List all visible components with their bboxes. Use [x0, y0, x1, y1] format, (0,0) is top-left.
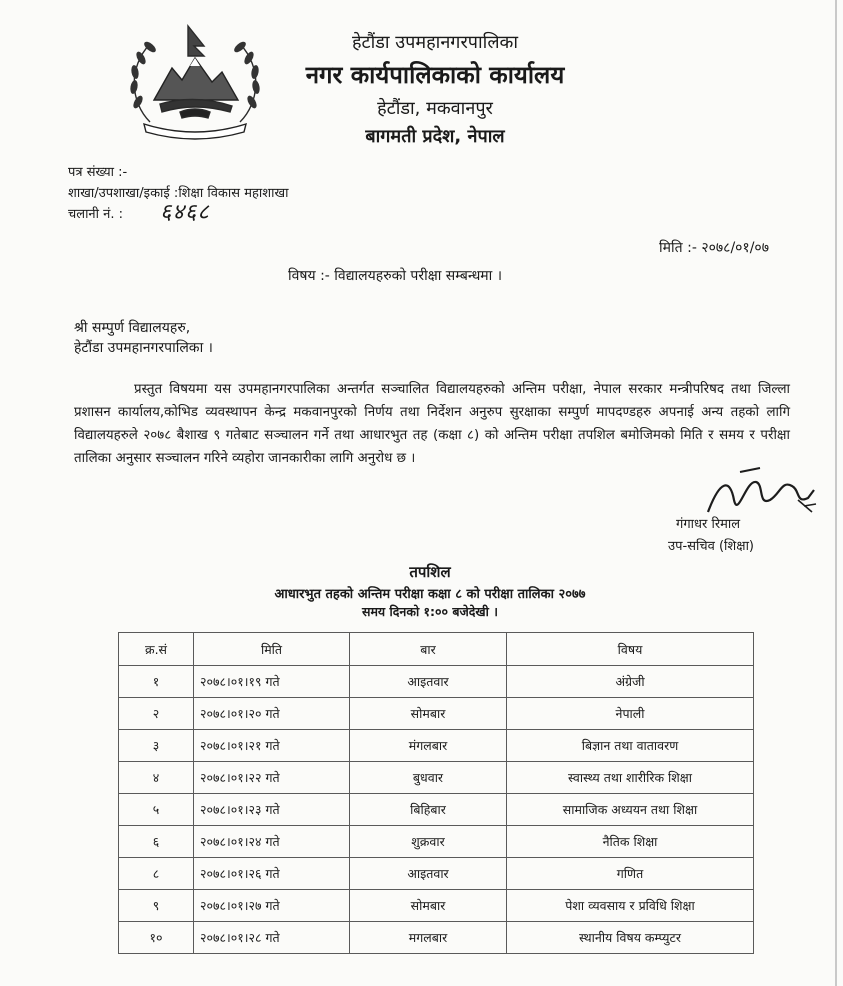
- row-sn: २: [119, 698, 194, 730]
- row-date: २०७८।०१।२० गते: [194, 698, 350, 730]
- row-date: २०७८।०१।२६ गते: [194, 858, 350, 890]
- row-sn: ९: [119, 890, 194, 922]
- table-row: [119, 794, 754, 826]
- row-day: सोमबार: [350, 698, 507, 730]
- row-date: २०७८।०१।२१ गते: [194, 730, 350, 762]
- letter-no-label: पत्र संख्या :-: [68, 165, 128, 180]
- office-name: नगर कार्यपालिकाको कार्यालय: [305, 61, 565, 89]
- row-sn: ५: [119, 794, 194, 826]
- row-sn: १०: [119, 922, 194, 954]
- schedule-title: आधारभुत तहको अन्तिम परीक्षा कक्षा ८ को परीक्षा तालिका २०७७: [274, 587, 586, 602]
- row-date: २०७८।०१।२४ गते: [194, 826, 350, 858]
- row-day: मगलबार: [350, 922, 507, 954]
- column-header-day: बार: [350, 633, 507, 666]
- row-subject: स्वास्थ्य तथा शारीरिक शिक्षा: [507, 762, 754, 794]
- table-row: [119, 762, 754, 794]
- addressee-line-2: हेटौंडा उपमहानगरपालिका ।: [74, 340, 213, 356]
- table-row: [119, 922, 754, 954]
- row-day: मंगलबार: [350, 730, 507, 762]
- column-header-sn: क्र.सं: [119, 633, 194, 666]
- row-date: २०७८।०१।२२ गते: [194, 762, 350, 794]
- row-subject: सामाजिक अध्ययन तथा शिक्षा: [507, 794, 754, 826]
- table-row: [119, 858, 754, 890]
- column-header-date: मिति: [194, 633, 350, 666]
- row-subject: नेपाली: [507, 698, 754, 730]
- exam-schedule-table: [118, 632, 754, 954]
- office-location: हेटौंडा, मकवानपुर: [377, 98, 493, 119]
- scan-edge: [835, 0, 837, 986]
- section-label: शाखा/उपशाखा/इकाई :शिक्षा विकास महाशाखा: [68, 186, 289, 201]
- schedule-time: समय दिनको १:०० बजेदेखी ।: [362, 604, 498, 619]
- row-sn: ४: [119, 762, 194, 794]
- row-subject: स्थानीय विषय कम्प्युटर: [507, 922, 754, 954]
- row-sn: ८: [119, 858, 194, 890]
- row-date: २०७८।०१।२७ गते: [194, 890, 350, 922]
- table-row: [119, 666, 754, 698]
- row-date: २०७८।०१।१९ गते: [194, 666, 350, 698]
- row-subject: पेशा व्यवसाय र प्रविधि शिक्षा: [507, 890, 754, 922]
- schedule-heading: तपशिल: [409, 563, 451, 581]
- table-row: [119, 890, 754, 922]
- row-subject: नैतिक शिक्षा: [507, 826, 754, 858]
- row-day: बुधवार: [350, 762, 507, 794]
- dispatch-label: चलानी नं. :: [68, 207, 124, 222]
- municipality-name: हेटौंडा उपमहानगरपालिका: [351, 32, 519, 53]
- row-sn: ३: [119, 730, 194, 762]
- row-day: बिहिबार: [350, 794, 507, 826]
- letter-subject: विषय :- विद्यालयहरुको परीक्षा सम्बन्धमा ।: [288, 268, 503, 284]
- row-day: आइतवार: [350, 666, 507, 698]
- row-day: आइतवार: [350, 858, 507, 890]
- table-row: [119, 698, 754, 730]
- signatory-name: गंगाधर रिमाल: [676, 517, 741, 532]
- dispatch-number: ६४६८: [160, 200, 210, 225]
- row-sn: ६: [119, 826, 194, 858]
- row-date: २०७८।०१।२८ गते: [194, 922, 350, 954]
- column-header-subject: विषय: [507, 633, 754, 666]
- nepal-emblem-icon: [120, 22, 270, 140]
- letter-body: प्रस्तुत विषयमा यस उपमहानगरपालिका अन्तर्गत सञ्चालित विद्यालयहरुको अन्तिम परीक्षा, नेपाल सरकार मन्त्रीपरिषद तथा जिल्ला प्रशासन कार्यालय,कोभिड व्यवस्थापन केन्द्र मकवानपुरको निर्णय तथा निर्देशन अनुरुप सुरक्षाका सम्पुर्ण मापदण्डहरु अपनाई अन्य तहको लागि विद्यालयहरुले २०७८ बैशाख ९ गतेबाट सञ्चालन गर्ने तथा आधारभुत तह (कक्षा ८) को अन्तिम परीक्षा तपशिल बमोजिमको मिति र समय र परीक्षा तालिका अनुसार सञ्चालन गरिने व्यहोरा जानकारीका लागि अनुरोध छ ।: [74, 382, 790, 466]
- row-day: शुक्रवार: [350, 826, 507, 858]
- letter-date: मिति :- २०७८/०१/०७: [659, 240, 769, 256]
- table-header-row: [119, 633, 754, 666]
- row-subject: बिज्ञान तथा वातावरण: [507, 730, 754, 762]
- row-sn: १: [119, 666, 194, 698]
- row-subject: अंग्रेजी: [507, 666, 754, 698]
- row-subject: गणित: [507, 858, 754, 890]
- row-date: २०७८।०१।२३ गते: [194, 794, 350, 826]
- signatory-post: उप-सचिव (शिक्षा): [668, 539, 755, 554]
- table-row: [119, 730, 754, 762]
- row-day: सोमबार: [350, 890, 507, 922]
- province-name: बागमती प्रदेश, नेपाल: [365, 126, 505, 147]
- addressee-line-1: श्री सम्पुर्ण विद्यालयहरु,: [74, 320, 191, 336]
- table-row: [119, 826, 754, 858]
